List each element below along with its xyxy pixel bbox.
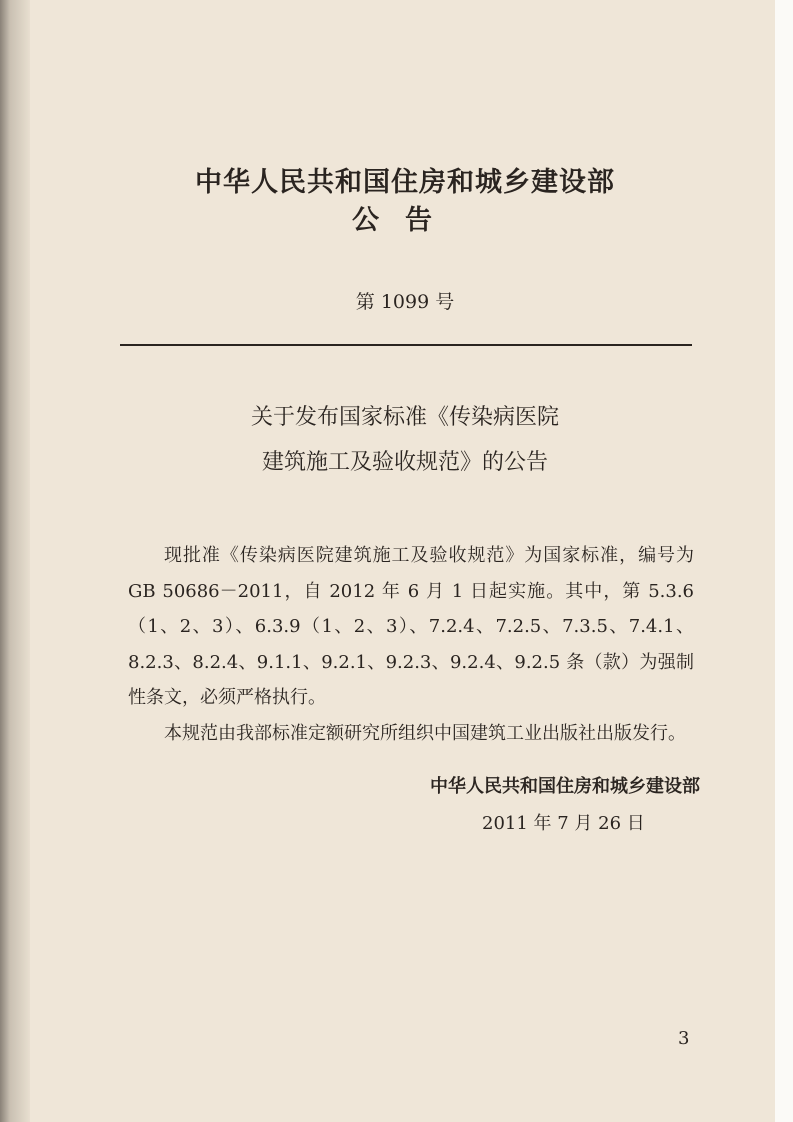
divider-rule [120,344,692,346]
doc-type-heading: 公告 [352,205,458,236]
body-paragraph-2: 本规范由我部标准定额研究所组织中国建筑工业出版社出版发行。 [164,722,686,744]
announcement-number: 第 1099 号 [355,291,455,313]
page-number: 3 [678,1028,690,1049]
body-paragraph-1: 现批准《传染病医院建筑施工及验收规范》为国家标准，编号为GB 50686－2011，自 2012 年 6 月 1 日起实施。其中，第 5.3.6（1、2、3）、6.3.9（1、2、3）、7.2.4、7.2.5、7.3.5、7.4.1、8.2.3、8.2.4、9.1.1、9.2.1、9.2.3、9.2.4、9.2.5 条（款）为强制性条文，必须严格执行。 [128,545,694,708]
subject-line-2: 建筑施工及验收规范》的公告 [261,450,548,475]
signature-issuer: 中华人民共和国住房和城乡建设部 [430,776,700,797]
signature-date: 2011 年 7 月 26 日 [482,813,645,834]
announcement-body [128,538,694,751]
issuer-title: 中华人民共和国住房和城乡建设部 [195,167,615,198]
subject-line-1: 关于发布国家标准《传染病医院 [250,405,559,430]
